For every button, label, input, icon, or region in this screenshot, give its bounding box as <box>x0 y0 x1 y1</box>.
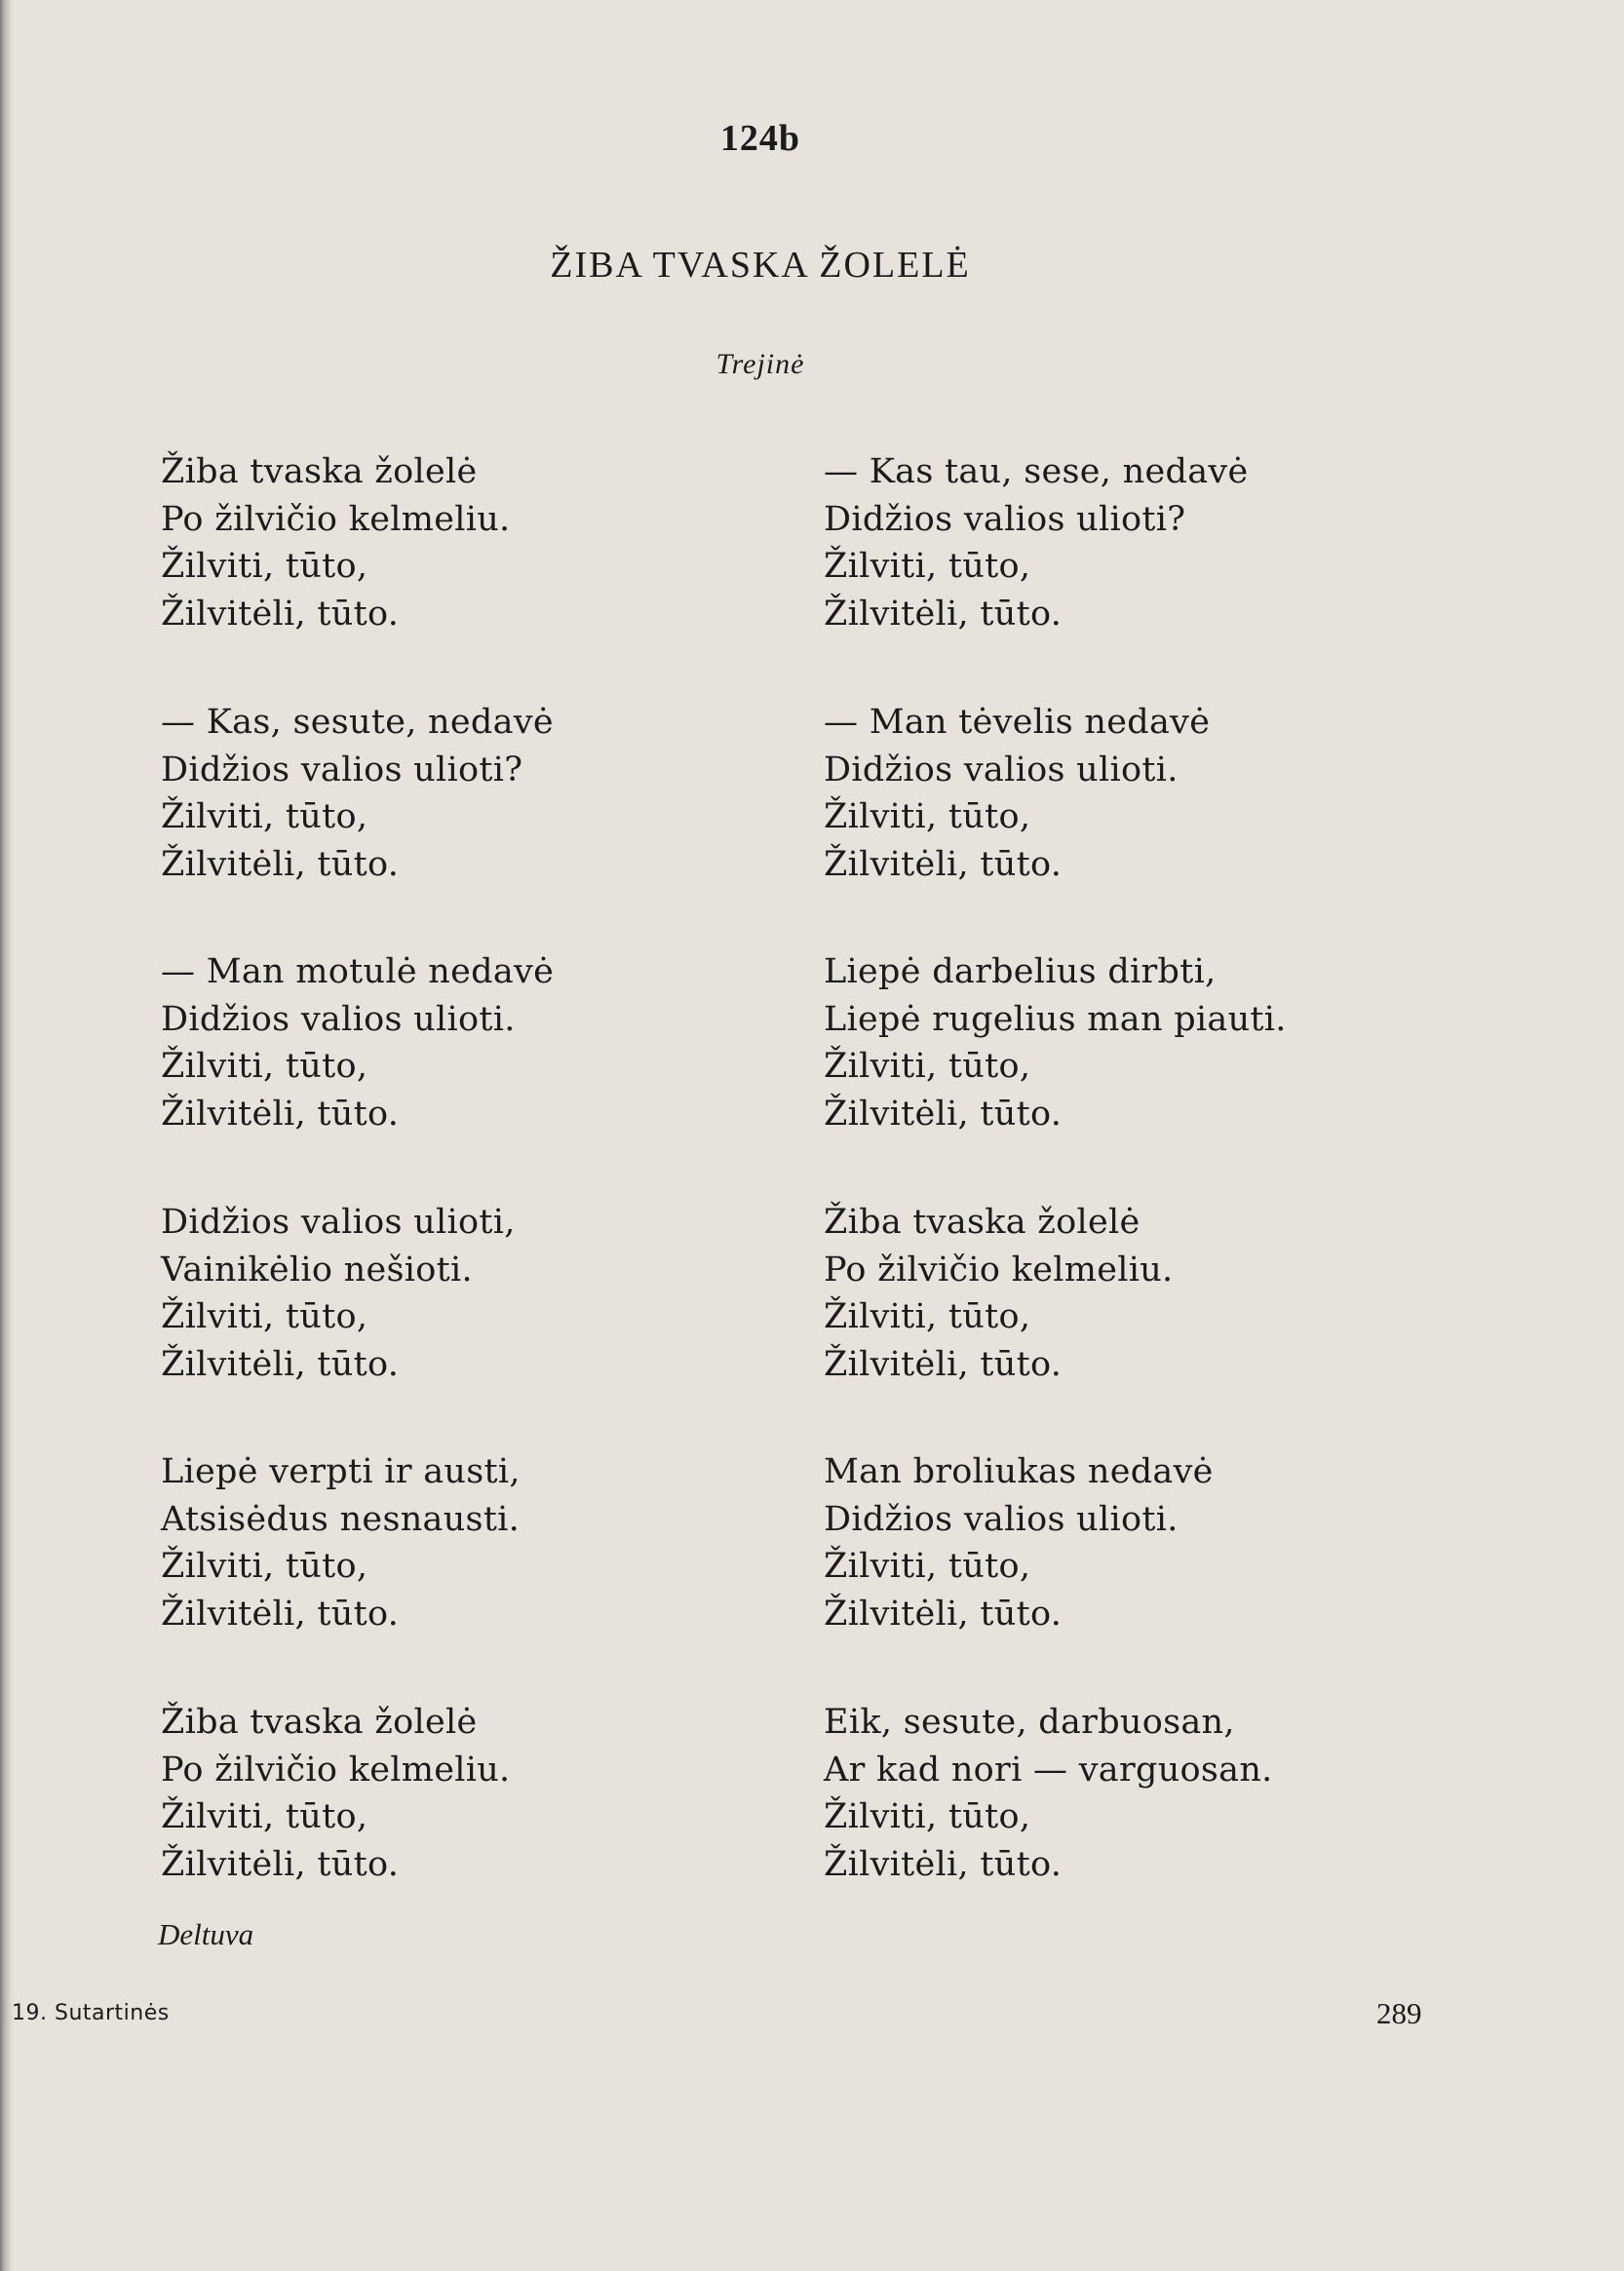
place-of-recording: Deltuva <box>158 1917 254 1951</box>
stanza-left-5 <box>161 1448 707 1637</box>
verse-line: — Man tėvelis nedavė <box>824 703 1211 742</box>
verse-line: Ar kad nori — varguosan. <box>824 1750 1273 1790</box>
signature-mark: 19. Sutartinės <box>12 2001 170 2025</box>
verse-line: Žilviti, tūto, <box>824 797 1031 836</box>
stanza-right-3 <box>824 948 1370 1137</box>
verse-line: Žilviti, tūto, <box>824 1047 1031 1086</box>
verse-line: Žilvitėli, tūto. <box>824 1594 1063 1634</box>
verse-line: Po žilvičio kelmeliu. <box>161 1750 511 1790</box>
verse-line: Didžios valios ulioti. <box>824 1499 1179 1539</box>
song-title: ŽIBA TVASKA ŽOLELĖ <box>550 245 971 286</box>
verse-line: Liepė rugelius man piauti. <box>824 999 1287 1039</box>
stanza-left-2 <box>161 699 707 888</box>
verse-line: Žilviti, tūto, <box>824 1797 1031 1836</box>
verse-line: — Kas tau, sese, nedavė <box>824 452 1249 491</box>
verse-line: — Kas, sesute, nedavė <box>161 703 554 742</box>
song-genre: Trejinė <box>715 348 805 380</box>
verse-line: Žilviti, tūto, <box>161 1047 368 1086</box>
verse-line: Žilviti, tūto, <box>161 1547 368 1586</box>
verse-line: Žilviti, tūto, <box>161 1297 368 1336</box>
stanza-right-6 <box>824 1699 1370 1888</box>
verse-line: Žilvitėli, tūto. <box>824 1094 1063 1134</box>
folio-page-number: 289 <box>1376 1996 1422 2030</box>
stanza-left-6 <box>161 1699 707 1888</box>
verse-line: Žilvitėli, tūto. <box>161 844 400 884</box>
page-binding-edge <box>0 0 14 2271</box>
stanza-right-2 <box>824 699 1370 888</box>
verse-line: Žilvitėli, tūto. <box>161 1344 400 1384</box>
verse-line: Atsisėdus nesnausti. <box>161 1499 521 1539</box>
verse-line: Žilviti, tūto, <box>824 1547 1031 1586</box>
stanza-right-4 <box>824 1199 1370 1388</box>
verse-line: Vainikėlio nešioti. <box>161 1250 473 1289</box>
stanza-left-3 <box>161 948 707 1137</box>
verse-line: Liepė verpti ir austi, <box>161 1452 521 1491</box>
verse-line: Žilviti, tūto, <box>824 547 1031 586</box>
verse-line: Eik, sesute, darbuosan, <box>824 1703 1235 1742</box>
verse-line: Žilvitėli, tūto. <box>161 1594 400 1634</box>
verse-line: Žiba tvaska žolelė <box>161 452 478 491</box>
verse-line: Didžios valios ulioti. <box>824 750 1179 789</box>
verse-line: Man broliukas nedavė <box>824 1452 1214 1491</box>
verse-line: Po žilvičio kelmeliu. <box>824 1250 1174 1289</box>
verse-line: Liepė darbelius dirbti, <box>824 952 1217 991</box>
verse-line: Žilviti, tūto, <box>161 547 368 586</box>
verse-line: Žilvitėli, tūto. <box>824 1344 1063 1384</box>
verse-line: Žilviti, tūto, <box>824 1297 1031 1336</box>
verse-line: Žilvitėli, tūto. <box>824 594 1063 634</box>
verse-line: Didžios valios ulioti? <box>824 499 1186 539</box>
stanza-right-1 <box>824 448 1370 637</box>
verse-line: — Man motulė nedavė <box>161 952 555 991</box>
stanza-left-4 <box>161 1199 707 1388</box>
verse-line: Didžios valios ulioti? <box>161 750 523 789</box>
song-number: 124b <box>719 118 801 159</box>
verse-line: Po žilvičio kelmeliu. <box>161 499 511 539</box>
stanza-right-5 <box>824 1448 1370 1637</box>
verse-line: Žilvitėli, tūto. <box>824 1844 1063 1884</box>
stanza-left-1 <box>161 448 707 637</box>
verse-line: Žilviti, tūto, <box>161 1797 368 1836</box>
verse-line: Žilviti, tūto, <box>161 797 368 836</box>
verse-line: Didžios valios ulioti. <box>161 999 516 1039</box>
verse-line: Žilvitėli, tūto. <box>161 1844 400 1884</box>
verse-line: Didžios valios ulioti, <box>161 1203 516 1242</box>
verse-line: Žiba tvaska žolelė <box>824 1203 1141 1242</box>
verse-line: Žilvitėli, tūto. <box>824 844 1063 884</box>
verse-line: Žilvitėli, tūto. <box>161 1094 400 1134</box>
verse-line: Žiba tvaska žolelė <box>161 1703 478 1742</box>
verse-line: Žilvitėli, tūto. <box>161 594 400 634</box>
